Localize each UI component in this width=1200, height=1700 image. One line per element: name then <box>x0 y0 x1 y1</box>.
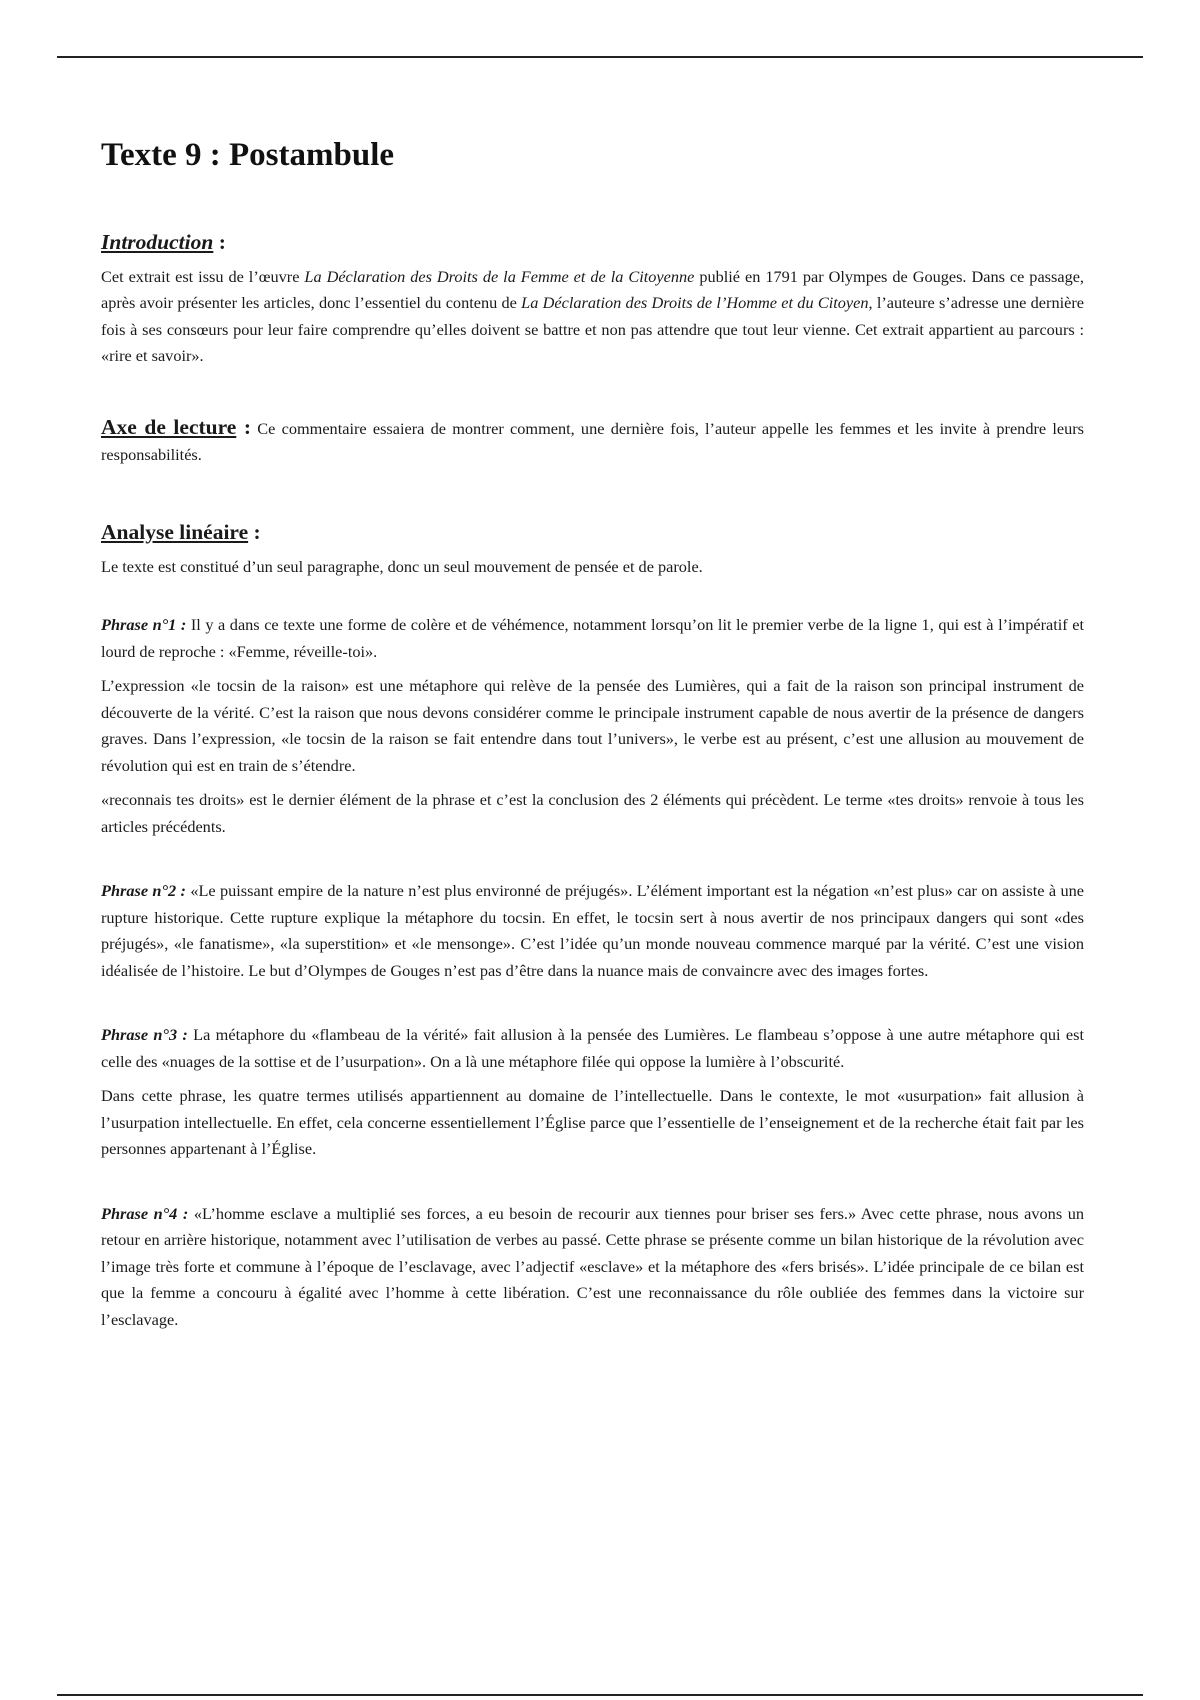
analyse-heading-label: Analyse linéaire <box>101 519 249 544</box>
phrase-block <box>101 1022 1084 1163</box>
introduction-paragraph <box>101 264 1084 370</box>
introduction-heading <box>101 230 1084 255</box>
axe-de-lecture <box>101 414 1084 469</box>
phrase-paragraph <box>101 612 1084 665</box>
phrase-label: Phrase n°4 : <box>101 1203 189 1223</box>
introduction-heading-colon: : <box>218 229 226 254</box>
phrase-paragraph <box>101 1201 1084 1334</box>
phrase-text: «Le puissant empire de la nature n’est plus environné de préjugés». L’élément important est la négation «n’est plus» car on assiste à une rupture historique. Cette rupture explique la métaphore du tocsin. En effet, le tocsin sert à nous avertir de nos principaux dangers qui sont «des préjugés», «le fanatisme», «la superstition» et «le mensonge». C’est l’idée qu’un monde nouveau commence marqué par la vérité. C’est une vision idéalisée de l’histoire. Le but d’Olympes de Gouges n’est pas d’être dans la nuance mais de convaincre avec des images fortes. <box>101 881 1085 980</box>
axe-text: Ce commentaire essaiera de montrer comment, une dernière fois, l’auteur appelle les femmes et les invite à prendre leurs responsabilités. <box>101 418 1085 465</box>
phrase-label: Phrase n°2 : <box>101 881 186 901</box>
phrase-text: La métaphore du «flambeau de la vérité» fait allusion à la pensée des Lumières. Le flambeau s’oppose à une autre métaphore qui est celle des «nuages de la sottise et de l’usurpation». On a là une métaphore filée qui oppose la lumière à l’obscurité. <box>101 1025 1084 1071</box>
analyse-heading <box>101 520 1084 545</box>
phrase-text: Il y a dans ce texte une forme de colère et de véhémence, notamment lorsqu’on lit le premier verbe de la ligne 1, qui est à l’impératif et lourd de reproche : «Femme, réveille-toi». <box>101 615 1085 661</box>
intro-text-part: Cet extrait est issu de l’œuvre <box>101 266 305 286</box>
intro-text-part: publié en 1791 par Olympes de Gouges. Dans ce passage, après avoir présenter les articles, donc l’essentiel du contenu de <box>101 266 1085 313</box>
top-rule <box>57 56 1143 58</box>
analysis-paragraph: Dans cette phrase, les quatre termes utilisés appartiennent au domaine de l’intellectuelle. Dans le contexte, le mot «usurpation» fait allusion à l’usurpation intellectuelle. En effet, cela concerne essentiellement l’Église parce que l’essentielle de l’enseignement et de la recherche était fait par les personnes appartenant à l’Église. <box>101 1086 1084 1159</box>
phrase-block <box>101 878 1084 984</box>
page-title: Texte 9 : Postambule <box>101 137 395 173</box>
phrase-block <box>101 1201 1084 1334</box>
axe-heading-label: Axe de lecture <box>101 414 237 439</box>
phrase-label: Phrase n°1 : <box>101 615 187 635</box>
phrase-block <box>101 612 1084 840</box>
phrase-label: Phrase n°3 : <box>101 1025 188 1045</box>
work-title: La Déclaration des Droits de l’Homme et du Citoyen <box>521 293 869 313</box>
axe-heading-colon <box>236 415 251 439</box>
document-body <box>101 136 1084 1333</box>
analysis-paragraph: «reconnais tes droits» est le dernier élément de la phrase et c’est la conclusion des 2 éléments qui précèdent. Le terme «tes droits» renvoie à tous les articles précédents. <box>101 790 1084 836</box>
phrase-paragraph <box>101 1022 1084 1075</box>
analyse-heading-colon: : <box>253 519 261 544</box>
work-title: La Déclaration des Droits de la Femme et de la Citoyenne <box>304 266 695 286</box>
phrase-text: «L’homme esclave a multiplié ses forces, a eu besoin de recourir aux tiennes pour briser ses fers.» Avec cette phrase, nous avons un retour en arrière historique, notamment avec l’utilisation de verbes au passé. Cette phrase se présente comme un bilan historique de la révolution avec l’image très forte et commune à l’époque de l’esclavage, avec l’adjectif «esclave» et la métaphore des «fers brisés». L’idée principale de ce bilan est que la femme a concouru à égalité avec l’homme à cette libération. C’est une reconnaissance du rôle oubliée des femmes dans la victoire sur l’esclavage. <box>101 1203 1084 1329</box>
bottom-rule <box>57 1694 1143 1696</box>
analysis-paragraph: L’expression «le tocsin de la raison» est une métaphore qui relève de la pensée des Lumières, qui a fait de la raison son principal instrument de découverte de la vérité. C’est la raison que nous devons considérer comme le principale instrument capable de nous avertir de la présence de dangers graves. Dans l’expression, «le tocsin de la raison se fait entendre dans tout l’univers», le verbe est au présent, c’est une allusion au mouvement de révolution qui est en train de s’étendre. <box>101 676 1084 775</box>
axe-colon: : <box>243 414 252 439</box>
phrase-paragraph <box>101 878 1084 984</box>
introduction-heading-label: Introduction <box>101 229 214 254</box>
analyse-intro: Le texte est constitué d’un seul paragraphe, donc un seul mouvement de pensée et de parole. <box>101 556 703 576</box>
intro-text-part: , l’auteure s’adresse une dernière fois à ses consœurs pour leur faire comprendre qu’elles doivent se battre et non pas attendre que tout leur vienne. Cet extrait appartient au parcours : «rire et savoir». <box>101 293 1084 366</box>
